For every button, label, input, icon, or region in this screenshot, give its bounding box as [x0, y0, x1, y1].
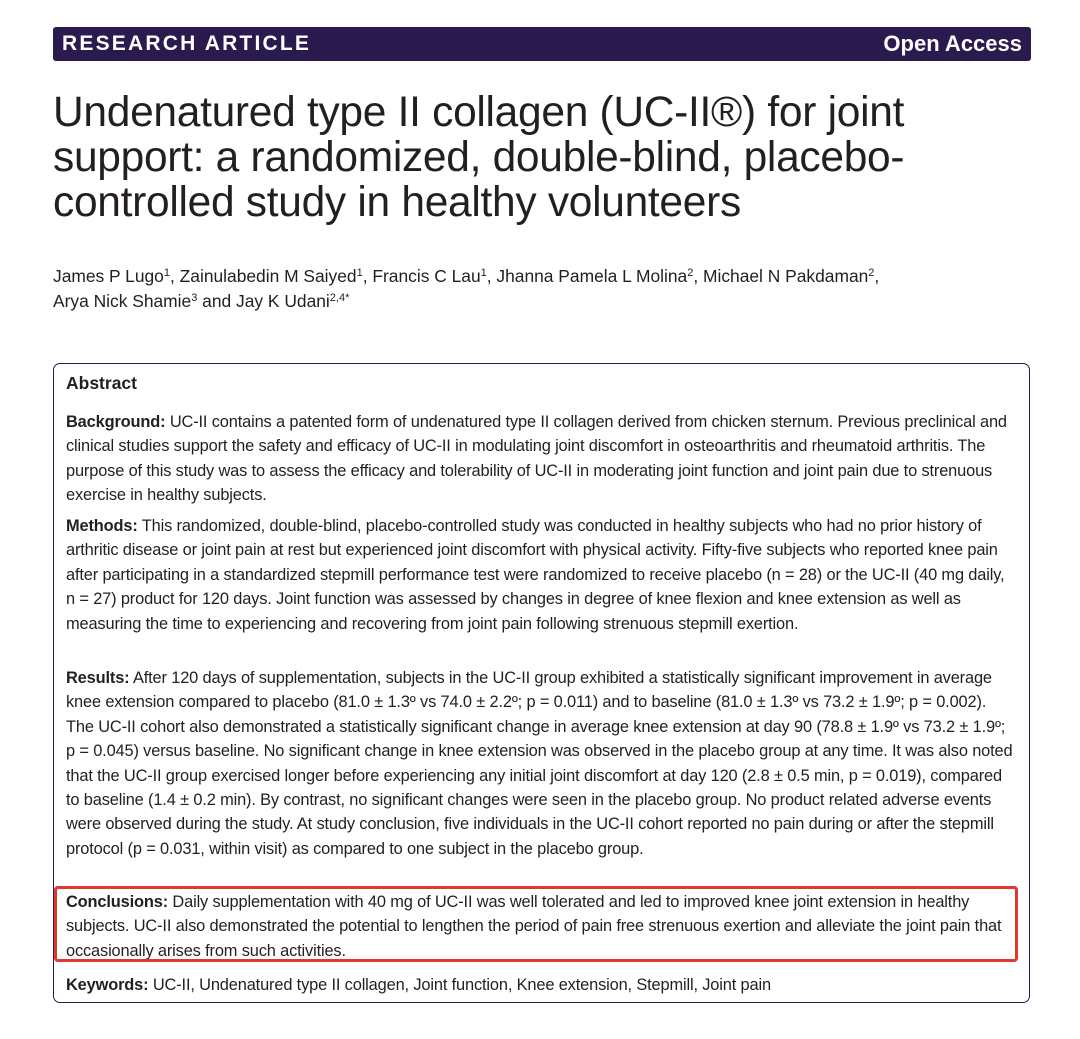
keywords-text: UC-II, Undenatured type II collagen, Joint function, Knee extension, Stepmill, Joint pain [152, 976, 771, 994]
author-list [53, 264, 1033, 314]
conclusions-label: Conclusions: [66, 893, 169, 911]
author-name: Jhanna Pamela L Molina [496, 266, 688, 286]
author-name: Francis C Lau [372, 266, 481, 286]
abstract-keywords [66, 973, 1016, 997]
background-text: UC-II contains a patented form of undenatured type II collagen derived from chicken sternum. Previous preclinical and clinical studies support the safety and efficacy of UC-II in modulating joint discomfort in osteoarthritis and rheumatoid arthritis. The purpose of this study was to assess the efficacy and tolerability of UC-II in moderating joint function and joint pain due to strenuous exercise in healthy subjects. [66, 413, 1007, 505]
conclusions-text: Daily supplementation with 40 mg of UC-II was well tolerated and led to improved knee joint extension in healthy subjects. UC-II also demonstrated the potential to lengthen the period of pain free strenuous exertion and alleviate the joint pain that occasionally arises from such activities. [66, 893, 1002, 960]
author-separator: , [486, 266, 497, 286]
author-separator: and [197, 291, 237, 311]
author-name: James P Lugo [53, 266, 164, 286]
author-affiliation: 3 [191, 292, 198, 304]
results-label: Results: [66, 669, 130, 687]
author-affiliation: 2,4* [329, 292, 350, 304]
author-separator: , [362, 266, 373, 286]
author-name: Arya Nick Shamie [53, 291, 192, 311]
methods-label: Methods: [66, 517, 138, 535]
keywords-label: Keywords: [66, 976, 149, 994]
author-affiliation: 2 [687, 267, 694, 279]
author-name: Jay K Udani [236, 291, 330, 311]
abstract-methods [66, 514, 1016, 636]
author-separator: , [874, 266, 880, 286]
author-separator: , [169, 266, 180, 286]
author-affiliation: 2 [868, 267, 875, 279]
author-name: Michael N Pakdaman [703, 266, 869, 286]
author-affiliation: 1 [163, 267, 170, 279]
article-title: Undenatured type II collagen (UC-II®) for joint support: a randomized, double-blind, placebo-controlled study in healthy volunteers [53, 89, 905, 226]
author-affiliation: 1 [356, 267, 363, 279]
methods-text: This randomized, double-blind, placebo-controlled study was conducted in healthy subjects who had no prior history of arthritic disease or joint pain at rest but experienced joint discomfort with physical activity. Fifty-five subjects who reported knee pain after participating in a standardized stepmill performance test were randomized to receive placebo (n = 28) or the UC-II (40 mg daily, n = 27) product for 120 days. Joint function was assessed by changes in degree of knee flexion and knee extension as well as measuring the time to experiencing and recovering from joint pain following strenuous stepmill exertion. [66, 517, 1005, 633]
author-separator: , [693, 266, 703, 286]
open-access-label: Open Access [883, 31, 1022, 56]
abstract-heading: Abstract [66, 373, 137, 393]
results-text: After 120 days of supplementation, subjects in the UC-II group exhibited a statistically significant improvement in average knee extension compared to placebo (81.0 ± 1.3º vs 74.0 ± 2.2º; p = 0.011) and to baseline (81.0 ± 1.3º vs 73.2 ± 1.9º; p = 0.002). The UC-II cohort also demonstrated a statistically significant change in average knee extension at day 90 (78.8 ± 1.9º vs 73.2 ± 1.9º; p = 0.045) versus baseline. No significant change in knee extension was observed in the placebo group at any time. It was also noted that the UC-II group exercised longer before experiencing any initial joint discomfort at day 120 (2.8 ± 0.5 min, p = 0.019), compared to baseline (1.4 ± 0.2 min). By contrast, no significant changes were seen in the placebo group. No product related adverse events were observed during the study. At study conclusion, five individuals in the UC-II cohort reported no pain during or after the stepmill protocol (p = 0.031, within visit) as compared to one subject in the placebo group. [66, 669, 1013, 858]
author-affiliation: 1 [480, 267, 487, 279]
abstract-background [66, 410, 1016, 508]
article-type-banner [53, 27, 1031, 61]
background-label: Background: [66, 413, 166, 431]
conclusions-highlight-box [54, 886, 1018, 962]
article-type-label: RESEARCH ARTICLE [62, 32, 312, 55]
abstract-results [66, 666, 1016, 861]
author-name: Zainulabedin M Saiyed [179, 266, 357, 286]
